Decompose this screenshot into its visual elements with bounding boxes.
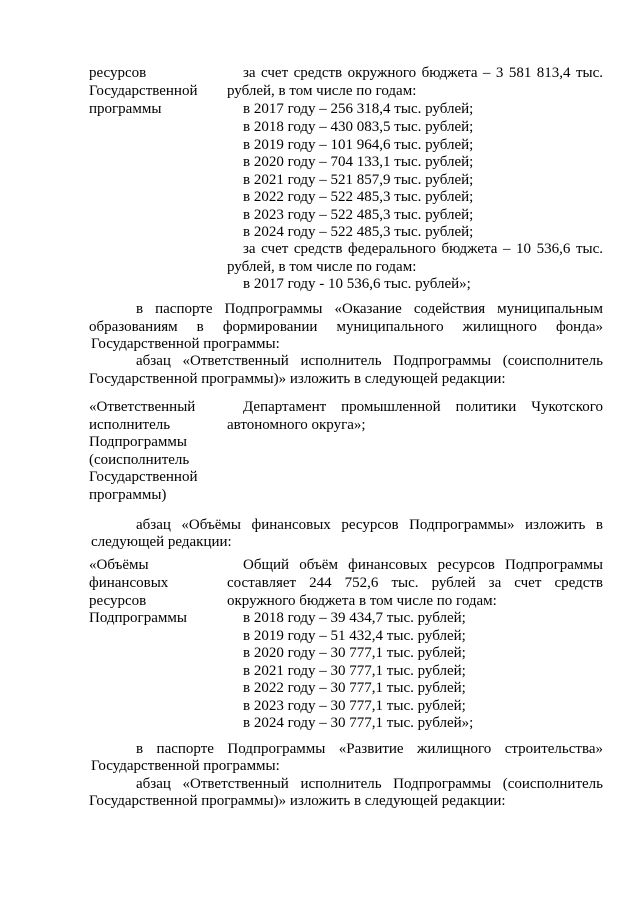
block2-left-line: «Ответственный [89,399,196,415]
block3-left-line: ресурсов [89,593,147,609]
block2-left-line: Подпрограммы [89,434,187,450]
paragraph-line: абзац «Ответственный исполнитель Подпрограммы (соисполнитель [136,353,603,369]
block1-right-line: в 2017 году – 256 318,4 тыс. рублей; [243,101,474,117]
block2-left-line: Государственной [89,469,198,485]
block3-left-line: Подпрограммы [89,610,187,626]
block1-left-line: ресурсов [89,65,147,81]
block1-right-line: в 2022 году – 522 485,3 тыс. рублей; [243,189,474,205]
block1-right-line: в 2018 году – 430 083,5 тыс. рублей; [243,119,474,135]
block3-right-line: окружного бюджета в том числе по годам: [227,593,497,609]
block3-right-line: в 2022 году – 30 777,1 тыс. рублей; [243,680,466,696]
block3-right-line: в 2024 году – 30 777,1 тыс. рублей»; [243,715,474,731]
block3-right-line: в 2019 году – 51 432,4 тыс. рублей; [243,628,466,644]
paragraph-line: Государственной программы: [91,336,280,352]
paragraph-line: в паспорте Подпрограммы «Оказание содействия муниципальным [136,301,603,317]
block1-right-line: в 2020 году – 704 133,1 тыс. рублей; [243,154,474,170]
block3-left-line: финансовых [89,575,169,591]
block2-left-line: исполнитель [89,417,171,433]
paragraph-line: Государственной программы: [91,758,280,774]
block1-right-line: в 2024 году – 522 485,3 тыс. рублей; [243,224,474,240]
block3-right-line: в 2020 году – 30 777,1 тыс. рублей; [243,645,466,661]
block1-right-line: за счет средств окружного бюджета – 3 581 813,4 тыс. [243,65,603,81]
block2-left-line: (соисполнитель [89,452,190,468]
block1-left-line: программы [89,101,162,117]
block3-right-line: Общий объём финансовых ресурсов Подпрограммы [243,557,603,573]
block1-left-line: Государственной [89,83,198,99]
paragraph-line: Государственной программы)» изложить в следующей редакции: [89,793,506,809]
block1-right-line: в 2017 году - 10 536,6 тыс. рублей»; [243,276,471,292]
paragraph-line: следующей редакции: [91,534,232,550]
paragraph-line: абзац «Ответственный исполнитель Подпрограммы (соисполнитель [136,776,603,792]
block1-right-line: за счет средств федерального бюджета – 10 536,6 тыс. [243,241,603,257]
block2-left-line: программы) [89,487,167,503]
paragraph-line: в паспорте Подпрограммы «Развитие жилищного строительства» [136,741,603,757]
block3-right-line: составляет 244 752,6 тыс. рублей за счет средств [227,575,603,591]
block1-right-line: в 2019 году – 101 964,6 тыс. рублей; [243,137,474,153]
block1-right-line: рублей, в том числе по годам: [227,83,417,99]
block3-right-line: в 2021 году – 30 777,1 тыс. рублей; [243,663,466,679]
block3-right-line: в 2018 году – 39 434,7 тыс. рублей; [243,610,466,626]
paragraph-line: образованиям в формировании муниципального жилищного фонда» [89,319,603,335]
block2-right-line: автономного округа»; [227,417,366,433]
block3-left-line: «Объёмы [89,557,149,573]
block1-right-line: в 2023 году – 522 485,3 тыс. рублей; [243,207,474,223]
block1-right-line: рублей, в том числе по годам: [227,259,417,275]
paragraph-line: Государственной программы)» изложить в следующей редакции: [89,371,506,387]
block3-right-line: в 2023 году – 30 777,1 тыс. рублей; [243,698,466,714]
block1-right-line: в 2021 году – 521 857,9 тыс. рублей; [243,172,474,188]
block2-right-line: Департамент промышленной политики Чукотского [243,399,603,415]
paragraph-line: абзац «Объёмы финансовых ресурсов Подпрограммы» изложить в [136,517,603,533]
